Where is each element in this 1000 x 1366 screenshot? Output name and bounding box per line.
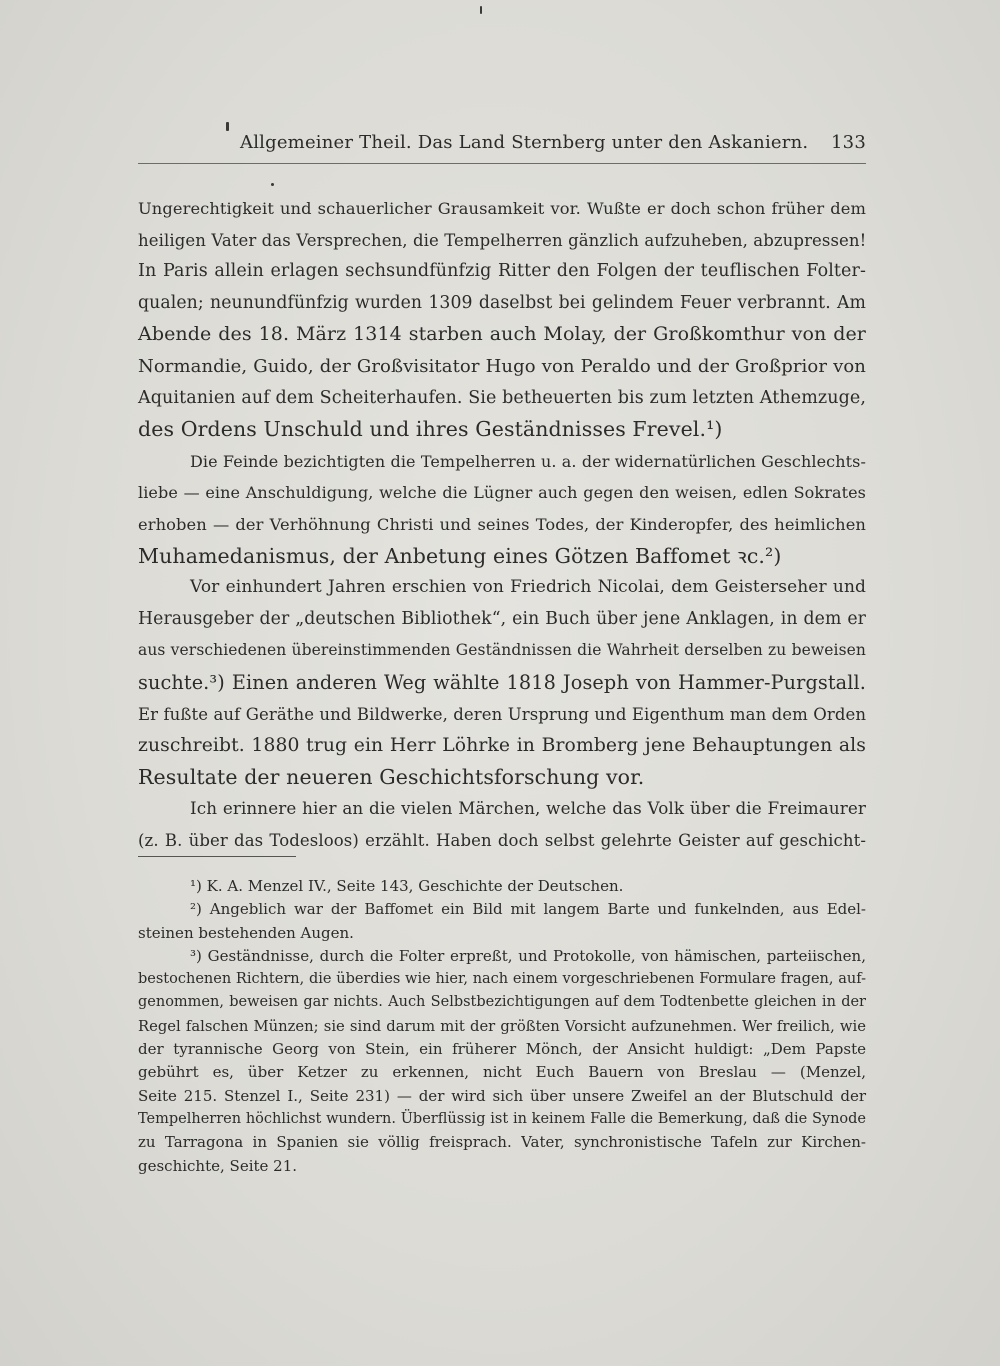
- footnote-line: ³) Geständnisse, durch die Folter erpreßt, und Protokolle, von hämischen, parteiischen,: [190, 946, 866, 965]
- page-number: 133: [831, 132, 866, 153]
- text-line: Abende des 18. März 1314 starben auch Molay, der Großkomthur von der: [138, 323, 866, 346]
- text-line: Die Feinde bezichtigten die Tempelherren u. a. der widernatürlichen Geschlechts-: [190, 451, 866, 471]
- footnote-line: Regel falschen Münzen; sie sind darum mit der größten Vorsicht aufzunehmen. Wer freilich, wie: [138, 1017, 866, 1035]
- footnote-line: ²) Angeblich war der Baffomet ein Bild mit langem Barte und funkelnden, aus Edel-: [190, 900, 866, 919]
- text-line: erhoben — der Verhöhnung Christi und seines Todes, der Kinderopfer, des heimlichen: [138, 514, 866, 534]
- footnote-line: der tyrannische Georg von Stein, ein früherer Mönch, der Ansicht huldigt: „Dem Papste: [138, 1040, 866, 1059]
- text-line: Muhamedanismus, der Anbetung eines Götzen Baffomet ꝛc.²): [138, 543, 782, 568]
- footnote-line: Seite 215. Stenzel I., Seite 231) — der wird sich über unsere Zweifel an der Blutschuld der: [138, 1086, 866, 1105]
- footnotes: [138, 875, 866, 1178]
- text-line: In Paris allein erlagen sechsundfünfzig Ritter den Folgen der teuflischen Folter-: [138, 261, 866, 282]
- text-line: Herausgeber der „deutschen Bibliothek“, ein Buch über jene Anklagen, in dem er: [138, 608, 866, 629]
- text-line: (z. B. über das Todesloos) erzählt. Haben doch selbst gelehrte Geister auf geschicht-: [138, 830, 866, 850]
- text-line: Aquitanien auf dem Scheiterhaufen. Sie betheuerten bis zum letzten Athemzuge,: [138, 387, 866, 408]
- footnote-line: genommen, beweisen gar nichts. Auch Selbstbezichtigungen auf dem Todtenbette gleichen in der: [138, 994, 866, 1011]
- text-line: des Ordens Unschuld und ihres Geständnisses Frevel.¹): [138, 417, 723, 442]
- text-line: suchte.³) Einen anderen Weg wählte 1818 Joseph von Hammer-Purgstall.: [138, 670, 866, 694]
- print-speck: [480, 6, 482, 14]
- print-speck: [271, 183, 274, 186]
- text-line: Normandie, Guido, der Großvisitator Hugo von Peraldo und der Großprior von: [138, 355, 866, 377]
- running-title: Allgemeiner Theil. Das Land Sternberg unter den Askaniern.: [240, 132, 809, 153]
- footnote-line: gebührt es, über Ketzer zu erkennen, nicht Euch Bauern von Breslau — (Menzel,: [138, 1063, 866, 1082]
- footnote-line: steinen bestehenden Augen.: [138, 923, 354, 942]
- text-line: zuschreibt. 1880 trug ein Herr Löhrke in Bromberg jene Behauptungen als: [138, 735, 866, 757]
- footnote-separator: [138, 856, 296, 857]
- footnote-line: geschichte, Seite 21.: [138, 1156, 298, 1175]
- text-line: liebe — eine Anschuldigung, welche die Lügner auch gegen den weisen, edlen Sokrates: [138, 483, 866, 503]
- footnote-line: ¹) K. A. Menzel IV., Seite 143, Geschichte der Deutschen.: [190, 877, 624, 895]
- text-line: aus verschiedenen übereinstimmenden Geständnissen die Wahrheit derselben zu beweisen: [138, 641, 866, 660]
- header-rule: [138, 163, 866, 164]
- running-header: [138, 132, 866, 158]
- text-line: Er fußte auf Geräthe und Bildwerke, deren Ursprung und Eigenthum man dem Orden: [138, 704, 867, 724]
- text-line: Ungerechtigkeit und schauerlicher Grausamkeit vor. Wußte er doch schon früher dem: [138, 199, 866, 218]
- main-text: [138, 193, 866, 856]
- text-line: Vor einhundert Jahren erschien von Friedrich Nicolai, dem Geisterseher und: [190, 577, 866, 598]
- footnote-line: Tempelherren höchlichst wundern. Überflüssig ist in keinem Falle die Bemerkung, daß die Synode: [138, 1110, 866, 1127]
- text-line: Resultate der neueren Geschichtsforschung vor.: [138, 764, 645, 789]
- footnote-line: zu Tarragona in Spanien sie völlig freisprach. Vater, synchronistische Tafeln zur Kirchen-: [138, 1133, 866, 1152]
- footnote-line: bestochenen Richtern, die überdies wie hier, nach einem vorgeschriebenen Formulare fragen, auf-: [138, 971, 866, 988]
- text-line: heiligen Vater das Versprechen, die Tempelherren gänzlich aufzuheben, abzupressen!: [138, 230, 867, 250]
- print-speck: [226, 122, 229, 131]
- text-line: Ich erinnere hier an die vielen Märchen, welche das Volk über die Freimaurer: [190, 798, 866, 819]
- text-line: qualen; neunundfünfzig wurden 1309 daselbst bei gelindem Feuer verbrannt. Am: [138, 292, 866, 313]
